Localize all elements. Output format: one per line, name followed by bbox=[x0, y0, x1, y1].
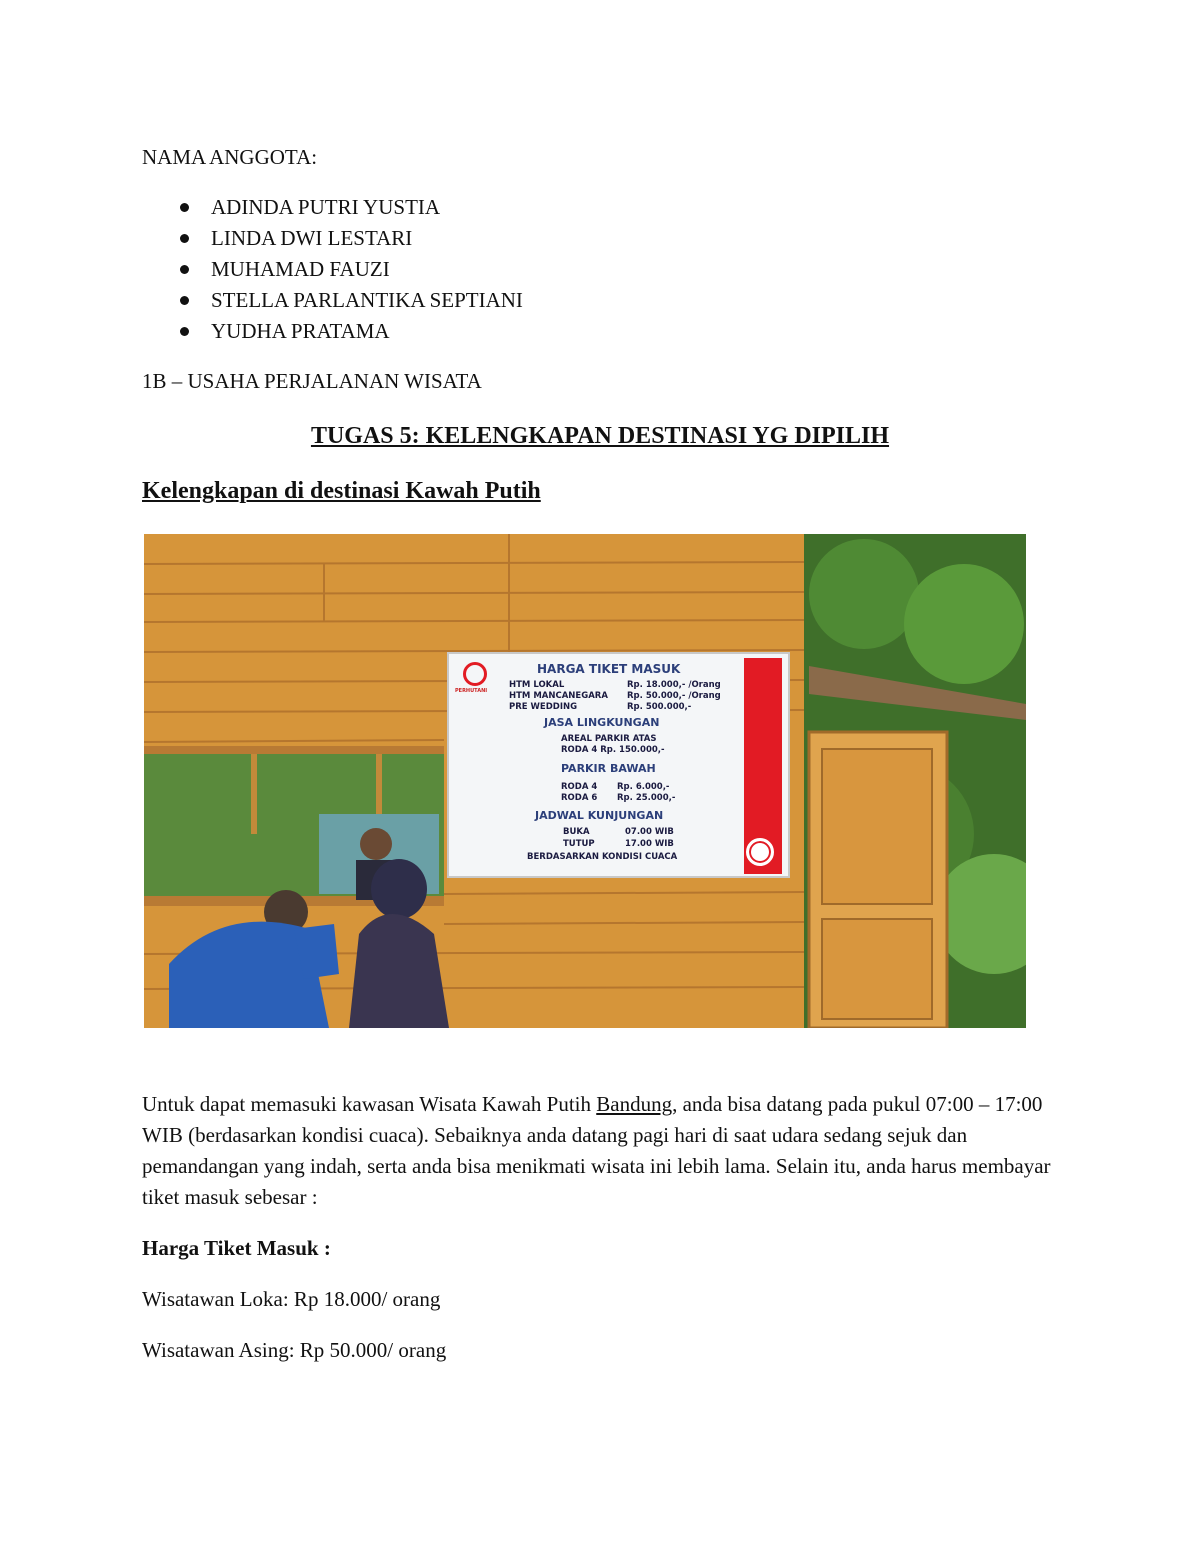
list-item: LINDA DWI LESTARI bbox=[172, 225, 523, 256]
sign-emblem-icon bbox=[746, 838, 774, 866]
bullet-icon bbox=[180, 265, 189, 274]
sign-prewed-price: Rp. 500.000,- bbox=[627, 702, 692, 712]
ticket-booth-photo bbox=[144, 534, 1026, 1028]
section-subtitle: Kelengkapan di destinasi Kawah Putih bbox=[142, 478, 541, 504]
logo-text: PERHUTANI bbox=[455, 688, 488, 694]
sign-roda4-price: Rp. 6.000,- bbox=[617, 782, 670, 792]
info-paragraph bbox=[142, 1089, 1062, 1213]
sign-heading-parkir-bawah: PARKIR BAWAH bbox=[561, 762, 656, 775]
sign-heading-jadwal: JADWAL KUNJUNGAN bbox=[535, 809, 664, 822]
price-local: Wisatawan Loka: Rp 18.000/ orang bbox=[142, 1287, 441, 1311]
sign-htm-manca-label: HTM MANCANEGARA bbox=[509, 691, 608, 701]
price-heading: Harga Tiket Masuk : bbox=[142, 1236, 331, 1260]
sign-parkir-atas: AREAL PARKIR ATAS bbox=[561, 734, 657, 744]
sign-htm-manca-price: Rp. 50.000,- /Orang bbox=[627, 691, 721, 701]
list-item: YUDHA PRATAMA bbox=[172, 318, 523, 349]
sign-prewed-label: PRE WEDDING bbox=[509, 702, 578, 712]
sign-heading-harga: HARGA TIKET MASUK bbox=[537, 662, 681, 676]
members-label: NAMA ANGGOTA: bbox=[142, 145, 318, 169]
members-list bbox=[172, 194, 523, 349]
sign-tutup-time: 17.00 WIB bbox=[625, 839, 674, 849]
sign-buka-label: BUKA bbox=[563, 827, 590, 837]
list-item: MUHAMAD FAUZI bbox=[172, 256, 523, 287]
sign-roda6-label: RODA 6 bbox=[561, 793, 598, 803]
paragraph-text: , anda bisa datang pada pukul 07:00 – 17:00 WIB (berdasarkan kondisi cuaca). Sebaiknya anda datang pagi hari di saat udara sedang sejuk dan pemandangan yang indah, serta anda bisa menikmati wisata ini lebih lama. Selain itu, anda harus membayar tiket masuk sebesar : bbox=[142, 1092, 1051, 1209]
sign-roda6-price: Rp. 25.000,- bbox=[617, 793, 676, 803]
sign-heading-jasa: JASA LINGKUNGAN bbox=[544, 716, 660, 729]
sign-roda4-atas: RODA 4 Rp. 150.000,- bbox=[561, 745, 665, 755]
sign-buka-time: 07.00 WIB bbox=[625, 827, 674, 837]
paragraph-text: Untuk dapat memasuki kawasan Wisata Kawah Putih bbox=[142, 1092, 597, 1116]
bullet-icon bbox=[180, 234, 189, 243]
perhutani-logo-icon bbox=[463, 662, 487, 686]
sign-htm-lokal-price: Rp. 18.000,- /Orang bbox=[627, 680, 721, 690]
bullet-icon bbox=[180, 296, 189, 305]
sign-kondisi: BERDASARKAN KONDISI CUACA bbox=[527, 852, 678, 862]
sign-htm-lokal-label: HTM LOKAL bbox=[509, 680, 565, 690]
sign-roda4-label: RODA 4 bbox=[561, 782, 598, 792]
bullet-icon bbox=[180, 327, 189, 336]
bandung-link[interactable]: Bandung bbox=[596, 1092, 673, 1116]
list-item: STELLA PARLANTIKA SEPTIANI bbox=[172, 287, 523, 318]
price-foreign: Wisatawan Asing: Rp 50.000/ orang bbox=[142, 1338, 447, 1362]
list-item: ADINDA PUTRI YUSTIA bbox=[172, 194, 523, 225]
sign-tutup-label: TUTUP bbox=[563, 839, 595, 849]
bullet-icon bbox=[180, 203, 189, 212]
ticket-price-sign bbox=[447, 652, 790, 878]
class-label: 1B – USAHA PERJALANAN WISATA bbox=[142, 369, 482, 393]
page-title: TUGAS 5: KELENGKAPAN DESTINASI YG DIPILIH bbox=[310, 423, 890, 449]
